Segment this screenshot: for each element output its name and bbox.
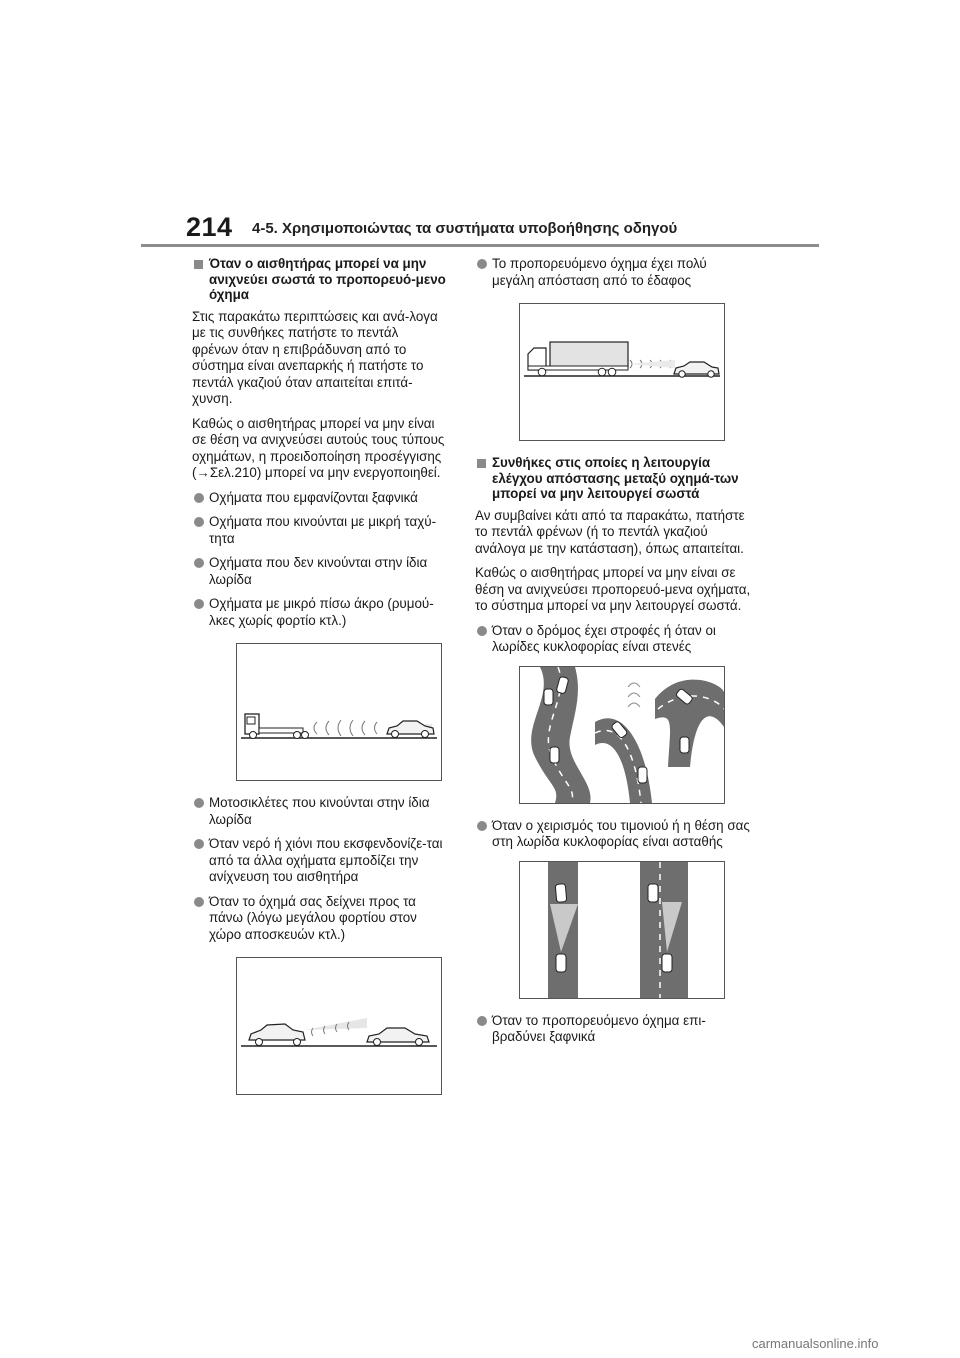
round-bullet-icon <box>477 1016 487 1026</box>
list-item-text: Το προπορευόμενο όχημα έχει πολύ μεγάλη απόσταση από το έδαφος <box>492 256 707 288</box>
list-item <box>192 836 447 886</box>
right-paragraph-1: Αν συμβαίνει κάτι από τα παρακάτω, πατήστε το πεντάλ φρένων (ή το πεντάλ γκαζιού ανάλογα με την κατάσταση), όπως απαιτείται. <box>475 507 745 556</box>
round-bullet-icon <box>477 821 487 831</box>
watermark: carmanualsonline.info <box>752 1336 879 1351</box>
square-bullet-icon <box>194 260 203 269</box>
list-item <box>475 256 752 289</box>
round-bullet-icon <box>194 517 204 527</box>
list-item-text: Οχήματα με μικρό πίσω άκρο (ρυμού-λκες χωρίς φορτίο κτλ.) <box>209 596 434 628</box>
round-bullet-icon <box>194 558 204 568</box>
list-item <box>475 1013 752 1046</box>
round-bullet-icon <box>477 259 487 269</box>
header-rule <box>141 244 819 247</box>
list-item <box>192 514 447 547</box>
right-section-heading <box>475 455 752 502</box>
square-bullet-icon <box>477 459 486 468</box>
right-column <box>475 256 752 1054</box>
list-item-text: Όταν το προπορευόμενο όχημα επι-βραδύνει ξαφνικά <box>492 1012 706 1044</box>
left-paragraph-2: Καθώς ο αισθητήρας μπορεί να μην είναι σε θέση να ανιχνεύσει αυτούς τους τύπους οχημάτων, η προειδοποίηση προσέγγισης (→Σελ.210) μπορεί να μην ενεργοποιηθεί. <box>192 415 445 480</box>
high-truck-illustration <box>519 303 725 441</box>
list-item-text: Οχήματα που κινούνται με μικρή ταχύ-τητα <box>209 514 437 546</box>
section-title: 4-5. Χρησιμοποιώντας τα συστήματα υποβοήθησης οδηγού <box>252 220 678 237</box>
curved-roads-illustration <box>519 666 725 804</box>
list-item-text: Όταν ο δρόμος έχει στροφές ή όταν οι λωρίδες κυκλοφορίας είναι στενές <box>492 622 716 654</box>
left-paragraph-1: Στις παρακάτω περιπτώσεις και ανά-λογα με τις συνθήκες πατήστε το πεντάλ φρένων όταν η επιβράδυνση από το σύστημα είναι ανεπαρκής ή πατήστε το πεντάλ γκαζιού όταν απαιτείται επιτά-χυνση. <box>192 308 438 406</box>
left-column <box>192 256 447 1109</box>
list-item-text: Όταν νερό ή χιόνι που εκσφενδονίζε-ται από τα άλλα οχήματα εμποδίζει την ανίχνευση του αισθητήρα <box>209 836 443 884</box>
list-item <box>192 555 447 588</box>
round-bullet-icon <box>194 798 204 808</box>
list-item-text: Όταν το όχημά σας δείχνει προς τα πάνω (λόγω μεγάλου φορτίου στον χώρο αποσκευών κτλ.) <box>209 893 417 942</box>
list-item <box>192 795 447 828</box>
round-bullet-icon <box>194 839 204 849</box>
list-item-text: Όταν ο χειρισμός του τιμονιού ή η θέση σας στη λωρίδα κυκλοφορίας είναι ασταθής <box>492 817 750 849</box>
list-item-text: Μοτοσικλέτες που κινούνται στην ίδια λωρίδα <box>209 795 430 827</box>
list-item <box>192 596 447 629</box>
list-item <box>475 623 752 656</box>
left-heading-text: Όταν ο αισθητήρας μπορεί να μην ανιχνεύει σωστά το προπορευό-μενο όχημα <box>209 256 446 302</box>
list-item <box>192 894 447 944</box>
trailer-illustration <box>236 643 442 781</box>
round-bullet-icon <box>194 493 204 503</box>
round-bullet-icon <box>194 897 204 907</box>
round-bullet-icon <box>194 599 204 609</box>
unstable-steering-illustration <box>519 861 725 999</box>
right-paragraph-2: Καθώς ο αισθητήρας μπορεί να μην είναι σε θέση να ανιχνεύσει προπορευό-μενα οχήματα, το σύστημα μπορεί να μην λειτουργεί σωστά. <box>475 565 751 613</box>
list-item-text: Οχήματα που εμφανίζονται ξαφνικά <box>209 489 418 505</box>
list-item <box>192 490 447 507</box>
list-item-text: Οχήματα που δεν κινούνται στην ίδια λωρίδα <box>209 555 428 587</box>
car-pointing-up-illustration <box>236 957 442 1095</box>
page-number: 214 <box>186 212 233 242</box>
round-bullet-icon <box>477 626 487 636</box>
left-section-heading <box>192 256 447 303</box>
list-item <box>475 818 752 851</box>
right-heading-text: Συνθήκες στις οποίες η λειτουργία ελέγχου απόστασης μεταξύ οχημά-των μπορεί να μην λειτουργεί σωστά <box>492 455 739 501</box>
